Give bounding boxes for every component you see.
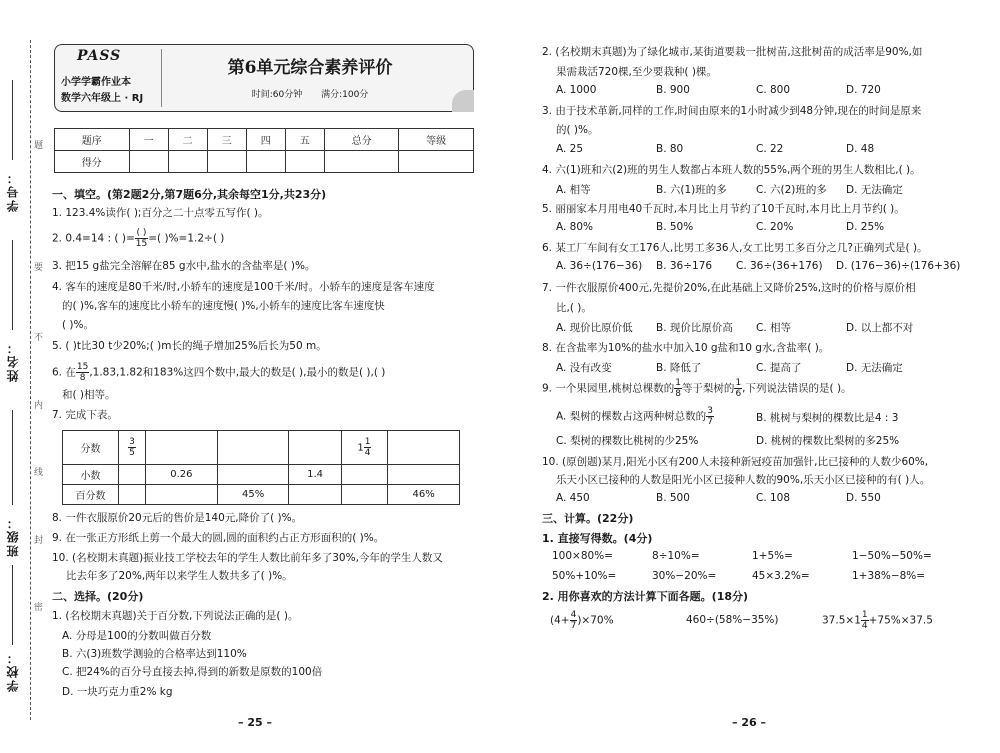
fraction: $\frac{3}{5}$ xyxy=(129,437,135,458)
choice-2-option-c[interactable]: C. 800 xyxy=(756,84,791,96)
choice-3-line1: 3. 由于技术革新,同样的工作,时间由原来的1小时减少到48分钟,现在的时间是原来 xyxy=(542,105,922,117)
table-cell: 1 $\frac{1}{4}$ xyxy=(341,431,388,465)
fraction: $\frac{1}{8}$ xyxy=(675,378,681,399)
choice-6-option-a[interactable]: A. 36÷(176−36) xyxy=(556,260,643,272)
page-number: – 26 – xyxy=(732,716,766,729)
class-blank[interactable] xyxy=(12,410,13,505)
score-input-cell[interactable] xyxy=(399,151,474,173)
score-header-cell: 四 xyxy=(246,129,285,151)
question-4-line1: 4. 客车的速度是80千米/时,小轿车的速度是100千米/时。小轿车的速度是客车速度 xyxy=(52,281,435,293)
choice-4: 4. 六(1)班和六(2)班的男生人数都占本班人数的55%,两个班的男生人数相比,( )。 xyxy=(542,164,921,176)
section-choice: 二、选择。(20分) xyxy=(52,590,144,603)
calc-item[interactable]: 50%+10%= xyxy=(552,570,617,582)
row-label-percent: 百分数 xyxy=(63,485,119,505)
blank-cell[interactable] xyxy=(119,465,146,485)
score-input-cell[interactable] xyxy=(168,151,207,173)
choice-10-option-b[interactable]: B. 500 xyxy=(656,492,690,504)
score-header-cell: 总分 xyxy=(324,129,399,151)
blank-cell[interactable] xyxy=(145,431,217,465)
score-header-cell: 等级 xyxy=(399,129,474,151)
calc-item[interactable]: 100×80%= xyxy=(552,550,613,562)
blank-cell[interactable] xyxy=(388,431,460,465)
choice-2-line2: 果需栽活720棵,至少要栽种( )棵。 xyxy=(556,66,717,78)
full-score: 满分:100分 xyxy=(321,90,369,100)
student-id-blank[interactable] xyxy=(12,80,13,160)
blank-cell[interactable] xyxy=(388,465,460,485)
choice-4-option-c[interactable]: C. 六(2)班的多 xyxy=(756,184,827,196)
seal-char: 要 xyxy=(34,263,44,273)
calc-part-1: 1. 直接写得数。(4分) xyxy=(542,532,653,545)
page-curl-decoration xyxy=(452,90,474,112)
class-label: 班级： xyxy=(6,515,20,557)
section-fill-blank: 一、填空。(第2题2分,第7题6分,其余每空1分,共23分) xyxy=(52,188,327,201)
table-cell: 0.26 xyxy=(145,465,217,485)
table-cell: 1.4 xyxy=(289,465,341,485)
time-limit: 时间:60分钟 xyxy=(251,90,303,100)
calc-item[interactable]: 1+5%= xyxy=(752,550,793,562)
binding-margin xyxy=(0,40,46,720)
table-cell: 46% xyxy=(388,485,460,505)
score-header-cell: 一 xyxy=(129,129,168,151)
choice-9-option-b[interactable]: B. 桃树与梨树的棵数比是4 : 3 xyxy=(756,412,899,424)
question-5: 5. ( )t比30 t少20%;( )m长的绳子增加25%后长为50 m。 xyxy=(52,340,327,352)
seal-char: 封 xyxy=(34,536,44,546)
choice-7-option-b[interactable]: B. 现价比原价高 xyxy=(656,322,733,334)
fraction: $\frac{( )}{15}$ xyxy=(135,228,148,249)
page-number: – 25 – xyxy=(238,716,272,729)
book-name: 小学学霸作业本 数学六年级上 · RJ xyxy=(61,77,144,104)
page-title: 第6单元综合素养评价 xyxy=(227,58,393,78)
calc-part-2: 2. 用你喜欢的方法计算下面各题。(18分) xyxy=(542,590,749,603)
choice-5: 5. 丽丽家本月用电40千瓦时,本月比上月节约了10千瓦时,本月比上月节约( )。 xyxy=(542,203,905,215)
school-label: 学校： xyxy=(6,650,20,692)
choice-10-option-c[interactable]: C. 108 xyxy=(756,492,791,504)
choice-7-option-c[interactable]: C. 相等 xyxy=(756,322,792,334)
question-9: 9. 在一张正方形纸上剪一个最大的圆,圆的面积约占正方形面积的( )%。 xyxy=(52,532,385,544)
student-name-label: 姓名： xyxy=(6,340,20,382)
choice-4-option-a[interactable]: A. 相等 xyxy=(556,184,591,196)
blank-cell[interactable] xyxy=(289,485,341,505)
choice-4-option-d[interactable]: D. 无法确定 xyxy=(846,184,903,196)
calc-expression-1[interactable]: (4+ $\frac{4}{7}$ )×70% xyxy=(550,610,614,631)
choice-9-option-d[interactable]: D. 桃树的棵数比梨树的多25% xyxy=(756,435,900,447)
choice-9-option-c[interactable]: C. 梨树的棵数比桃树的少25% xyxy=(556,435,699,447)
fraction: $\frac{4}{7}$ xyxy=(570,610,577,631)
question-1: 1. 123.4%读作( );百分之二十点零五写作( )。 xyxy=(52,207,269,219)
calc-item[interactable]: 1+38%−8%= xyxy=(852,570,926,582)
blank-cell[interactable] xyxy=(341,485,388,505)
fraction: $\frac{1}{6}$ xyxy=(735,378,742,399)
choice-10-line2: 乐天小区已接种的人数是阳光小区已接种人数的90%,乐天小区已接种的有( )人。 xyxy=(556,474,931,486)
blank-cell[interactable] xyxy=(217,431,289,465)
fraction: $\frac{1}{4}$ xyxy=(364,437,371,458)
choice-7-line2: 比,( )。 xyxy=(556,302,592,314)
choice-6: 6. 某工厂车间有女工176人,比男工多36人,女工比男工多百分之几?正确列式是( )。 xyxy=(542,242,928,254)
choice-8-option-c[interactable]: C. 提高了 xyxy=(756,362,802,374)
choice-5-option-a[interactable]: A. 80% xyxy=(556,221,594,233)
score-header-cell: 题序 xyxy=(55,129,130,151)
calc-item[interactable]: 30%−20%= xyxy=(652,570,717,582)
choice-10-option-d[interactable]: D. 550 xyxy=(846,492,881,504)
section-calc: 三、计算。(22分) xyxy=(542,512,634,525)
score-header-cell: 二 xyxy=(168,129,207,151)
choice-3-option-d[interactable]: D. 48 xyxy=(846,143,875,155)
choice-2-option-a[interactable]: A. 1000 xyxy=(556,84,597,96)
exam-meta xyxy=(175,87,445,100)
seal-char: 线 xyxy=(34,468,44,478)
right-page xyxy=(500,0,1000,753)
choice-3-option-a[interactable]: A. 25 xyxy=(556,143,584,155)
fraction: $\frac{1}{4}$ xyxy=(861,610,868,631)
choice-1-option-c[interactable]: C. 把24%的百分号直接去掉,得到的新数是原数的100倍 xyxy=(62,666,323,678)
school-blank[interactable] xyxy=(12,565,13,645)
question-6-line1: 6. 在 $\frac{15}{8}$ ,1.83,1.82和183%这四个数中,最大的数是( ),最小的数是( ),( ) xyxy=(52,362,386,383)
question-3: 3. 把15 g盐完全溶解在85 g水中,盐水的含盐率是( )%。 xyxy=(52,260,316,272)
choice-10-line1: 10. (原创题)某月,阳光小区有200人未接种新冠疫苗加强针,比已接种的人数少60%, xyxy=(542,456,929,468)
score-header-cell: 三 xyxy=(207,129,246,151)
choice-8-option-a[interactable]: A. 没有改变 xyxy=(556,362,612,374)
choice-5-option-d[interactable]: D. 25% xyxy=(846,221,885,233)
blank-cell[interactable] xyxy=(119,485,146,505)
choice-7-option-d[interactable]: D. 以上都不对 xyxy=(846,322,914,334)
choice-2-option-b[interactable]: B. 900 xyxy=(656,84,690,96)
calc-expression-2[interactable]: 460÷(58%−35%) xyxy=(686,614,779,626)
choice-1: 1. (名校期末真题)关于百分数,下列说法正确的是( )。 xyxy=(52,610,299,622)
conversion-table xyxy=(62,430,460,505)
calc-item[interactable]: 45×3.2%= xyxy=(752,570,810,582)
table-cell xyxy=(119,431,146,465)
student-id-label: 学号： xyxy=(6,170,20,212)
blank-cell[interactable] xyxy=(145,485,217,505)
score-input-cell[interactable] xyxy=(129,151,168,173)
question-2: 2. 0.4=14 : ( )= $\frac{( )}{15}$ =( )%=1.2÷( ) xyxy=(52,228,225,249)
choice-7-line1: 7. 一件衣服原价400元,先提价20%,在此基础上又降价25%,这时的价格与原价相 xyxy=(542,282,916,294)
choice-6-option-d[interactable]: D. (176−36)÷(176+36) xyxy=(836,260,961,272)
fraction: $\frac{3}{7}$ xyxy=(707,406,713,427)
choice-4-option-b[interactable]: B. 六(1)班的多 xyxy=(656,184,727,196)
score-header-cell: 五 xyxy=(285,129,324,151)
choice-2-option-d[interactable]: D. 720 xyxy=(846,84,881,96)
choice-8-option-b[interactable]: B. 降低了 xyxy=(656,362,702,374)
row-label-decimal: 小数 xyxy=(63,465,119,485)
seal-char: 不 xyxy=(34,333,44,343)
cut-line xyxy=(30,40,31,720)
pass-logo: PASS xyxy=(77,48,122,64)
choice-9-option-a[interactable]: A. 梨树的棵数占这两种树总数的 $\frac{3}{7}$ xyxy=(556,406,713,427)
choice-6-option-b[interactable]: B. 36÷176 xyxy=(656,260,713,272)
question-10-line1: 10. (名校期末真题)振业技工学校去年的学生人数比前年多了30%,今年的学生人数又 xyxy=(52,552,443,564)
choice-1-option-d[interactable]: D. 一块巧克力重2% kg xyxy=(62,686,173,698)
choice-1-option-a[interactable]: A. 分母是100的分数叫做百分数 xyxy=(62,630,212,642)
seal-char: 题 xyxy=(34,141,44,151)
unit-header xyxy=(54,44,474,112)
seal-char: 密 xyxy=(34,603,44,613)
choice-5-option-b[interactable]: B. 50% xyxy=(656,221,694,233)
choice-2-line1: 2. (名校期末真题)为了绿化城市,某街道要栽一批树苗,这批树苗的成活率是90%,如 xyxy=(542,46,923,58)
choice-6-option-c[interactable]: C. 36÷(36+176) xyxy=(736,260,823,272)
score-table xyxy=(54,128,474,173)
question-8: 8. 一件衣服原价20元后的售价是140元,降价了( )%。 xyxy=(52,512,303,524)
choice-3-option-c[interactable]: C. 22 xyxy=(756,143,784,155)
question-4-line3: ( )%。 xyxy=(62,319,95,331)
question-7: 7. 完成下表。 xyxy=(52,409,118,421)
question-6-line2: 和( )相等。 xyxy=(62,389,116,401)
table-cell: 45% xyxy=(217,485,289,505)
student-name-blank[interactable] xyxy=(12,240,13,330)
question-10-line2: 比去年多了20%,两年以来学生人数共多了( )%。 xyxy=(66,570,293,582)
seal-char: 内 xyxy=(34,401,44,411)
header-divider xyxy=(161,49,162,107)
blank-cell[interactable] xyxy=(341,465,388,485)
calc-item[interactable]: 1−50%−50%= xyxy=(852,550,932,562)
score-input-cell[interactable] xyxy=(246,151,285,173)
choice-5-option-c[interactable]: C. 20% xyxy=(756,221,794,233)
choice-7-option-a[interactable]: A. 现价比原价低 xyxy=(556,322,633,334)
score-input-cell[interactable] xyxy=(207,151,246,173)
choice-3-line2: 的( )%。 xyxy=(556,124,599,136)
score-input-cell[interactable] xyxy=(285,151,324,173)
calc-item[interactable]: 8÷10%= xyxy=(652,550,700,562)
choice-3-option-b[interactable]: B. 80 xyxy=(656,143,684,155)
blank-cell[interactable] xyxy=(217,465,289,485)
choice-8-option-d[interactable]: D. 无法确定 xyxy=(846,362,903,374)
choice-1-option-b[interactable]: B. 六(3)班数学测验的合格率达到110% xyxy=(62,648,247,660)
choice-8: 8. 在含盐率为10%的盐水中加入10 g盐和10 g水,含盐率( )。 xyxy=(542,342,830,354)
blank-cell[interactable] xyxy=(289,431,341,465)
choice-10-option-a[interactable]: A. 450 xyxy=(556,492,590,504)
question-4-line2: 的( )%,客车的速度比小轿车的速度慢( )%,小轿车的速度比客车速度快 xyxy=(62,300,385,312)
score-input-cell[interactable] xyxy=(324,151,399,173)
row-label-fraction: 分数 xyxy=(63,431,119,465)
fraction: $\frac{15}{8}$ xyxy=(76,362,89,383)
score-row-label: 得分 xyxy=(55,151,130,173)
calc-expression-3[interactable]: 37.5×1 $\frac{1}{4}$ +75%×37.5 xyxy=(822,610,933,631)
choice-9: 9. 一个果园里,桃树总棵数的 $\frac{1}{8}$ 等于梨树的 $\frac{1}{6}$ ,下列说法错误的是( )。 xyxy=(542,378,852,399)
